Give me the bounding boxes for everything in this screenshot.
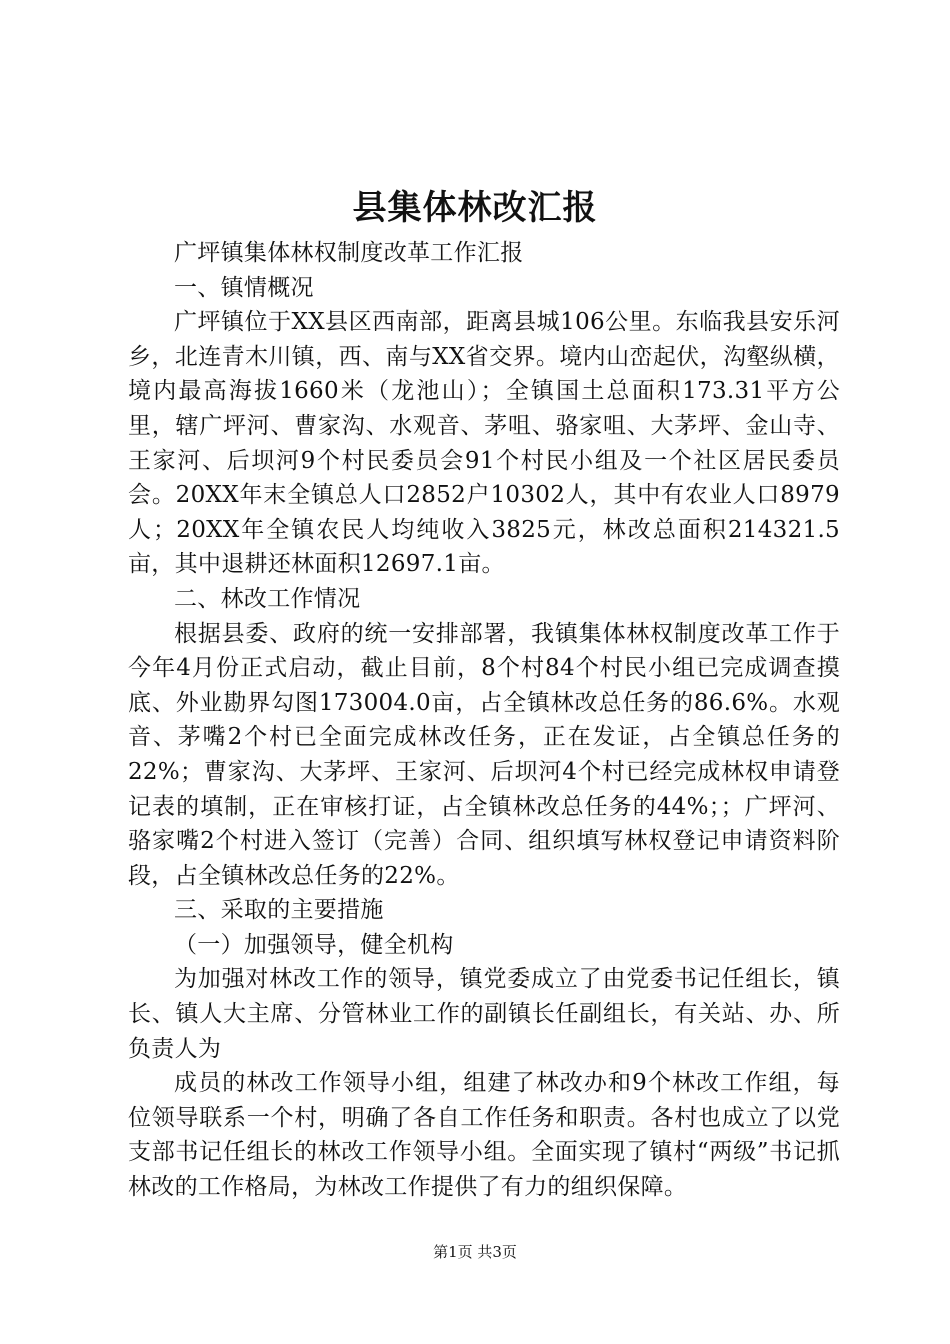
section-heading-2: 二、林改工作情况: [174, 585, 361, 612]
document-body: [128, 236, 840, 1205]
subtitle-paragraph: 广坪镇集体林权制度改革工作汇报: [174, 240, 524, 266]
body-paragraph: 成员的林改工作领导小组，组建了林改办和9个林改工作组，每位领导联系一个村，明确了各自工作任务和职责。各村也成立了以党支部书记任组长的林改工作领导小组。全面实现了镇村“两级”书记抓林改的工作格局，为林改工作提供了有力的组织保障。: [128, 1070, 840, 1201]
section-heading-1: 一、镇情概况: [174, 274, 314, 301]
body-paragraph: 根据县委、政府的统一安排部署，我镇集体林权制度改革工作于今年4月份正式启动，截止目前，8个村84个村民小组已完成调查摸底、外业勘界勾图173004.0亩，占全镇林改总任务的86.6%。水观音、茅嘴2个村已全面完成林改任务，正在发证，占全镇总任务的22%；曹家沟、大茅坪、王家河、后坝河4个村已经完成林权申请登记表的填制，正在审核打证，占全镇林改总任务的44%；；广坪河、骆家嘴2个村进入签订（完善）合同、组织填写林权登记申请资料阶段，占全镇林改总任务的22%。: [128, 620, 840, 889]
document-title: 县集体林改汇报: [352, 188, 598, 228]
body-paragraph: 广坪镇位于XX县区西南部，距离县城106公里。东临我县安乐河乡，北连青木川镇，西、南与XX省交界。境内山峦起伏，沟壑纵横，境内最高海拔1660米（龙池山）；全镇国土总面积173.31平方公里，辖广坪河、曹家沟、水观音、茅咀、骆家咀、大茅坪、金山寺、王家河、后坝河9个村民委员会91个村民小组及一个社区居民委员会。20XX年末全镇总人口2852户10302人，其中有农业人口8979人；20XX年全镇农民人均纯收入3825元，林改总面积214321.5亩，其中退耕还林面积12697.1亩。: [128, 309, 840, 578]
subsection-heading: （一）加强领导，健全机构: [174, 931, 454, 958]
body-paragraph: 为加强对林改工作的领导，镇党委成立了由党委书记任组长，镇长、镇人大主席、分管林业工作的副镇长任副组长，有关站、办、所负责人为: [128, 966, 840, 1062]
section-heading-3: 三、采取的主要措施: [174, 897, 384, 924]
page-number-footer: 第1页 共3页: [433, 1243, 517, 1261]
